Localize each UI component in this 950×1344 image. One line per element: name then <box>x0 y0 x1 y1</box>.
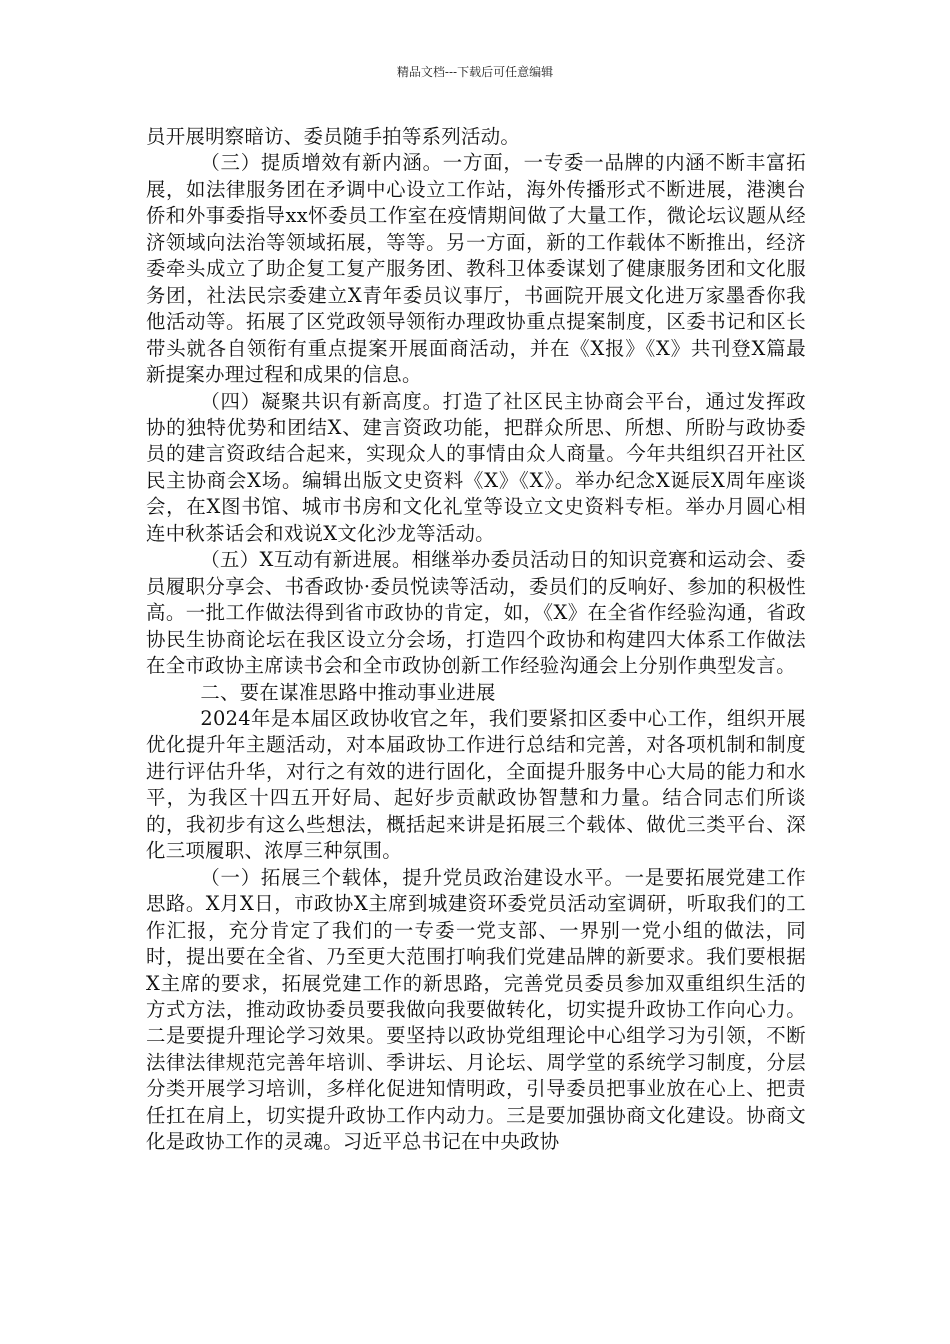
paragraph-section-four: （四）凝聚共识有新高度。打造了社区民主协商会平台，通过发挥政协的独特优势和团结X、建言资政功能，把群众所思、所想、所盼与政协委员的建言资政结合起来，实现众人的事情由众人商量。今年共组织召开社区民主协商会X场。编辑出版文史资料《X》《X》。举办纪念X诞辰X周年座谈会，在X图书馆、城市书房和文化礼堂等设立文史资料专柜。举办月圆心相连中秋茶话会和戏说X文化沙龙等活动。 <box>146 389 806 545</box>
paragraph-subsection-one: （一）拓展三个载体，提升党员政治建设水平。一是要拓展党建工作思路。X月X日，市政协X主席到城建资环委党员活动室调研，听取我们的工作汇报，充分肯定了我们的一专委一党支部、一界别一党小组的做法，同时，提出要在全省、乃至更大范围打响我们党建品牌的新要求。我们要根据X主席的要求，拓展党建工作的新思路，完善党员委员参加双重组织生活的方式方法，推动政协委员要我做向我要做转化，切实提升政协工作向心力。二是要提升理论学习效果。要坚持以政协党组理论中心组学习为引领，不断法律法律规范完善年培训、季讲坛、月论坛、周学堂的系统学习制度，分层分类开展学习培训，多样化促进知情明政，引导委员把事业放在心上、把责任扛在肩上，切实提升政协工作内动力。三是要加强协商文化建设。协商文化是政协工作的灵魂。习近平总书记在中央政协 <box>146 865 806 1154</box>
page-header: 精品文档---下载后可任意编辑 <box>396 65 554 79</box>
paragraph-2024-plan: 2024年是本届区政协收官之年，我们要紧扣区委中心工作，组织开展优化提升年主题活动，对本届政协工作进行总结和完善，对各项机制和制度进行评估升华，对行之有效的进行固化，全面提升服务中心大局的能力和水平，为我区十四五开好局、起好步贡献政协智慧和力量。结合同志们所谈的，我初步有这么些想法，概括起来讲是拓展三个载体、做优三类平台、深化三项履职、浓厚三种氛围。 <box>146 706 806 863</box>
paragraph-continuation: 员开展明察暗访、委员随手拍等系列活动。 <box>146 125 521 148</box>
document-body <box>146 124 806 1156</box>
paragraph-section-three: （三）提质增效有新内涵。一方面，一专委一品牌的内涵不断丰富拓展，如法律服务团在矛调中心设立工作站，海外传播形式不断进展，港澳台侨和外事委指导xx怀委员工作室在疫情期间做了大量工作，微论坛议题从经济领域向法治等领域拓展，等等。另一方面，新的工作载体不断推出，经济委牵头成立了助企复工复产服务团、教科卫体委谋划了健康服务团和文化服务团，社法民宗委建立X青年委员议事厅，书画院开展文化进万家墨香你我他活动等。拓展了区党政领导领衔办理政协重点提案制度，区委书记和区长带头就各自领衔有重点提案开展面商活动，并在《X报》《X》共刊登X篇最新提案办理过程和成果的信息。 <box>146 151 806 387</box>
paragraph-section-five: （五）X互动有新进展。相继举办委员活动日的知识竞赛和运动会、委员履职分享会、书香政协·委员悦读等活动，委员们的反响好、参加的积极性高。一批工作做法得到省市政协的肯定，如，《X》在全省作经验沟通，省政协民生协商论坛在我区设立分会场，打造四个政协和构建四大体系工作做法在全市政协主席读书会和全市政协创新工作经验沟通会上分别作典型发言。 <box>146 548 806 678</box>
section-heading-two: 二、要在谋准思路中推动事业进展 <box>200 680 496 704</box>
